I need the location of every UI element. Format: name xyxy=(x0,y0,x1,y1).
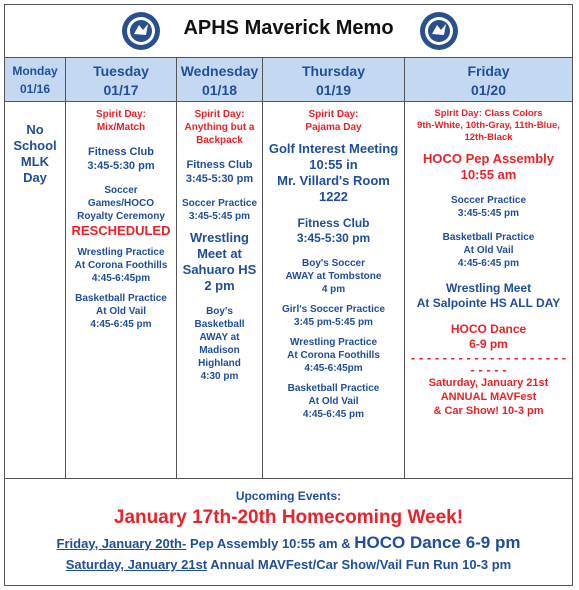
dashed-divider: - - - - - - - - - - - - - - - - - - - - - - - - - xyxy=(410,350,567,377)
day-header xyxy=(177,58,262,102)
event-text: AWAY at xyxy=(199,332,240,343)
event-text: 3:45-5:45 pm xyxy=(188,211,251,222)
memo-calendar xyxy=(4,4,573,586)
event-text: Golf Interest Meeting xyxy=(268,141,399,156)
event-text: Fitness Club xyxy=(186,159,253,171)
event-text: 1222 xyxy=(319,189,348,204)
event-text: 4:45-6:45 pm xyxy=(90,319,152,330)
day-name: Tuesday xyxy=(93,63,149,79)
day-date: 01/16 xyxy=(19,82,51,96)
upcoming-text: Pep Assembly 10:55 am & xyxy=(186,536,355,551)
event-text: Royalty Ceremony xyxy=(77,211,165,222)
event-text: HOCO Pep Assembly xyxy=(422,151,554,166)
event-text: At Salpointe HS ALL DAY xyxy=(416,296,561,310)
day-header xyxy=(405,58,572,102)
day-header xyxy=(5,58,65,102)
event-text: Fitness Club xyxy=(87,146,154,158)
event-text: Basketball Practice xyxy=(75,293,167,304)
day-header xyxy=(263,58,404,102)
spirit-day: Anything but a xyxy=(184,122,255,133)
rescheduled-label: RESCHEDULED xyxy=(71,223,171,238)
event-text: At Old Vail xyxy=(463,245,514,256)
day-column-monday xyxy=(5,58,66,478)
day-date: 01/20 xyxy=(470,82,507,98)
event-text: Basketball Practice xyxy=(287,383,380,394)
day-date: 01/19 xyxy=(315,82,352,98)
upcoming-hoco-dance: HOCO Dance 6-9 pm xyxy=(354,533,521,552)
day-name: Monday xyxy=(12,64,58,78)
event-text: Soccer xyxy=(104,185,138,196)
day-name: Thursday xyxy=(301,63,365,79)
day-name: Friday xyxy=(467,63,510,79)
spirit-day: Spirit Day: Class Colors xyxy=(434,108,543,119)
day-column-tuesday xyxy=(66,58,177,478)
spirit-day: Mix/Match xyxy=(96,122,146,133)
event-text: 4:45-6:45pm xyxy=(304,363,363,374)
event-text: Wrestling Meet xyxy=(445,281,532,295)
event-text: Basketball xyxy=(194,319,245,330)
upcoming-date: Friday, January 20th- xyxy=(56,536,187,551)
event-text: MLK xyxy=(20,154,50,169)
event-text: Wrestling xyxy=(190,230,249,245)
event-text: Soccer Practice xyxy=(450,195,527,206)
spirit-day: Backpack xyxy=(196,135,243,146)
event-text: 4:30 pm xyxy=(200,371,239,382)
event-text: 3:45-5:45 pm xyxy=(457,208,520,219)
page-title: APHS Maverick Memo xyxy=(183,17,394,39)
event-text: At Old Vail xyxy=(95,306,146,317)
event-text: 4:45-6:45 pm xyxy=(302,409,365,420)
event-text: Fitness Club xyxy=(297,216,370,230)
event-text: AWAY at Tombstone xyxy=(285,271,382,282)
event-text: At Corona Foothills xyxy=(287,350,380,361)
spirit-day: Spirit Day: xyxy=(194,109,245,120)
day-date: 01/17 xyxy=(103,82,139,98)
mavericks-logo-icon xyxy=(419,11,459,51)
event-text: Highland xyxy=(198,358,241,369)
event-text: ANNUAL MAVFest xyxy=(440,391,537,403)
upcoming-events-section xyxy=(5,478,572,586)
event-text: 4:45-6:45pm xyxy=(91,273,151,284)
event-text: Saturday, January 21st xyxy=(428,377,549,389)
event-text: Wrestling Practice xyxy=(289,337,378,348)
event-text: & Car Show! 10-3 pm xyxy=(433,405,544,417)
event-text: 3:45-5:30 pm xyxy=(296,231,371,245)
spirit-day: 12th-Black xyxy=(464,132,513,143)
event-text: 3:45-5:30 pm xyxy=(87,160,155,172)
event-text: Basketball Practice xyxy=(442,232,535,243)
spirit-day: Pajama Day xyxy=(305,122,362,133)
event-text: Meet at xyxy=(197,246,242,261)
upcoming-heading: Upcoming Events: xyxy=(235,489,342,503)
spirit-day: Spirit Day: xyxy=(308,109,359,120)
upcoming-line-saturday xyxy=(5,557,572,572)
event-text: 3:45 pm-5:45 pm xyxy=(294,317,373,328)
day-column-wednesday xyxy=(177,58,263,478)
event-text: At Old Vail xyxy=(308,396,359,407)
event-text: Boy's Soccer xyxy=(302,258,365,269)
event-text: Games/HOCO xyxy=(87,198,155,209)
upcoming-text: Annual MAVFest/Car Show/Vail Fun Run 10-3 pm xyxy=(207,557,512,572)
event-text: HOCO Dance xyxy=(450,322,527,336)
day-date: 01/18 xyxy=(201,82,238,98)
upcoming-date: Saturday, January 21st xyxy=(65,557,208,572)
event-text: 4:45-6:45 pm xyxy=(457,258,520,269)
event-text: 6-9 pm xyxy=(469,337,508,351)
day-header xyxy=(66,58,176,102)
event-text: School xyxy=(13,138,57,153)
event-text: Soccer Practice xyxy=(181,198,258,209)
event-text: Sahuaro HS xyxy=(182,262,257,277)
event-text: 10:55 in xyxy=(309,157,358,172)
memo-header xyxy=(5,5,572,58)
event-text: Boy's xyxy=(206,306,233,317)
homecoming-headline: January 17th-20th Homecoming Week! xyxy=(113,507,464,528)
day-name: Wednesday xyxy=(180,63,259,79)
upcoming-line-friday xyxy=(5,533,572,553)
event-text: 10:55 am xyxy=(460,167,517,182)
event-text: Wrestling Practice xyxy=(77,247,165,258)
event-text: 4 pm xyxy=(321,284,346,295)
day-column-friday xyxy=(405,58,572,478)
event-text: 2 pm xyxy=(204,278,235,293)
event-text: 3:45-5:30 pm xyxy=(185,173,254,185)
event-text: Girl's Soccer Practice xyxy=(282,304,385,315)
spirit-day: Spirit Day: xyxy=(95,109,146,120)
event-text: Day xyxy=(23,170,47,185)
day-column-thursday xyxy=(263,58,405,478)
event-text: Mr. Villard's Room xyxy=(277,173,390,188)
event-text: No xyxy=(26,122,44,137)
event-text: Madison xyxy=(199,345,240,356)
event-text: At Corona Foothills xyxy=(74,260,168,271)
spirit-day: 9th-White, 10th-Gray, 11th-Blue, xyxy=(417,120,560,131)
